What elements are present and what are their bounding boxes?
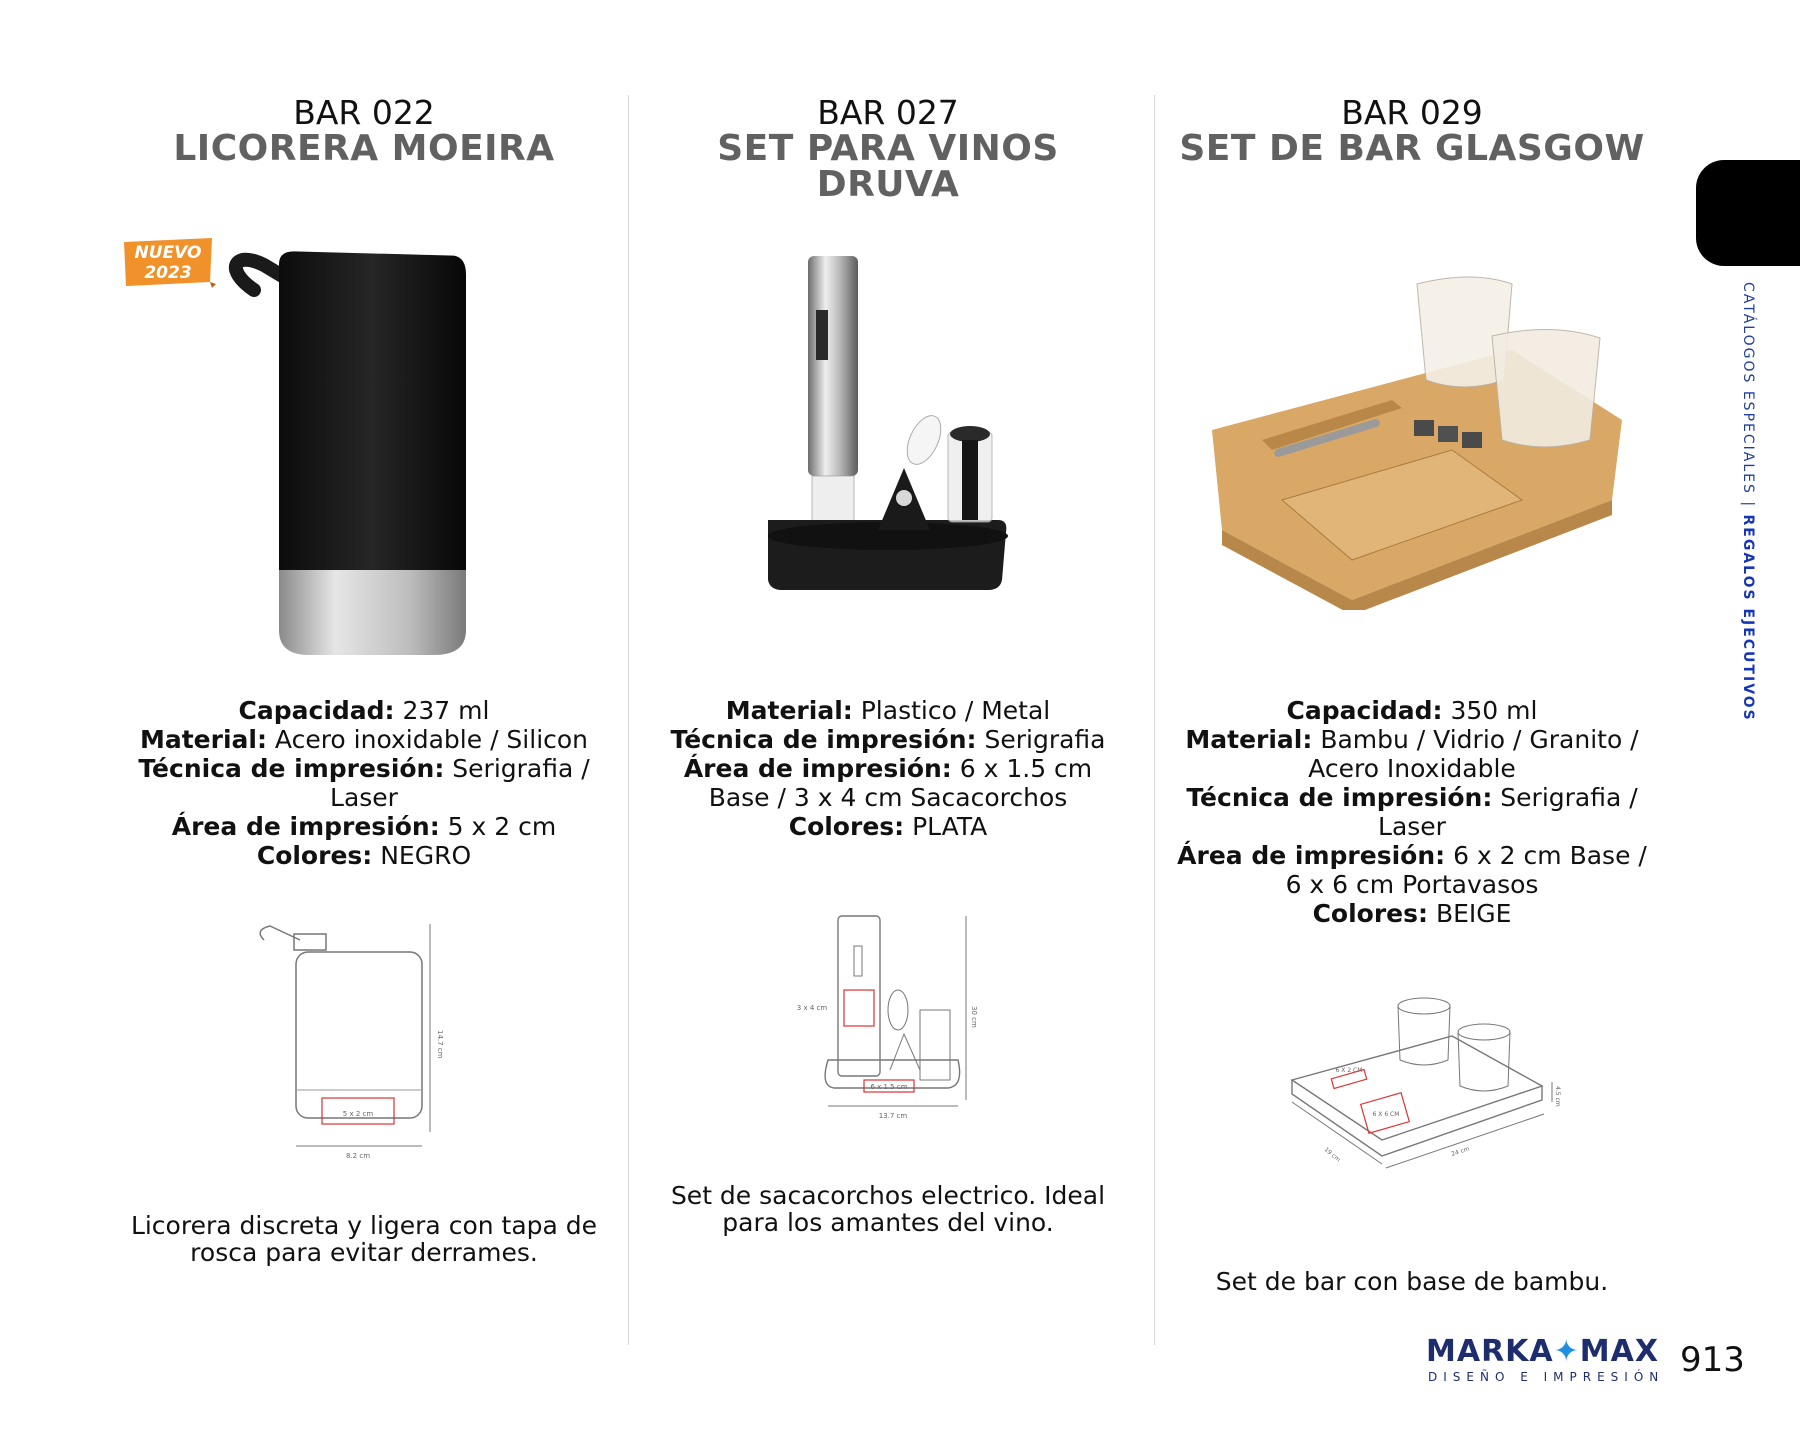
- spec-line: Base / 3 x 4 cm Sacacorchos: [708, 783, 1068, 812]
- product-description: Set de bar con base de bambu.: [1215, 1267, 1609, 1296]
- badge-line-2: 2023: [144, 263, 192, 283]
- logo-tagline: DISEÑO E IMPRESIÓN: [1428, 1370, 1665, 1384]
- product-title: LICORERA MOEIRA: [173, 128, 555, 169]
- wine-set-photo: [628, 250, 1148, 650]
- drawing-print-base: 6 x 1.5 cm: [870, 1083, 908, 1091]
- spec-line: Área de impresión: 6 x 2 cm Base /: [1177, 841, 1647, 870]
- badge-line-1: NUEVO: [134, 243, 202, 263]
- spec-line: Material: Bambu / Vidrio / Granito /: [1185, 725, 1639, 754]
- product-description: Licorera discreta y ligera con tapa de rosca para evitar derrames.: [130, 1211, 598, 1267]
- drawing-width: 8.2 cm: [345, 1152, 371, 1160]
- spec-line: Área de impresión: 6 x 1.5 cm: [683, 754, 1093, 783]
- spec-line: Colores: BEIGE: [1312, 899, 1512, 928]
- markamax-logo: MARKA✦MAX: [1426, 1334, 1659, 1369]
- product-title: SET DE BAR GLASGOW: [1179, 128, 1645, 169]
- flask-technical-drawing: [104, 920, 624, 1160]
- spec-line: Técnica de impresión: Serigrafia: [670, 725, 1106, 754]
- product-specs: [1152, 696, 1672, 928]
- drawing-height: 30 cm: [970, 1006, 978, 1028]
- spec-line: Acero Inoxidable: [1308, 754, 1516, 783]
- spec-line: 6 x 6 cm Portavasos: [1285, 870, 1539, 899]
- spec-line: Material: Plastico / Metal: [725, 696, 1051, 725]
- drawing-print-base: 6 X 6 CM: [1372, 1111, 1400, 1118]
- logo-star-icon: ✦: [1553, 1334, 1580, 1369]
- product-specs: [104, 696, 624, 870]
- drawing-print-area: 5 x 2 cm: [342, 1110, 374, 1118]
- drawing-height: 4.5 cm: [1554, 1086, 1561, 1107]
- section-tab: [1696, 160, 1800, 266]
- spec-line: Capacidad: 237 ml: [238, 696, 490, 725]
- wine-set-technical-drawing: [628, 910, 1148, 1130]
- drawing-print-top: 6 X 2 CM: [1335, 1067, 1363, 1074]
- catalog-section-label: CATÁLOGOS ESPECIALES | REGALOS EJECUTIVOS: [1740, 282, 1756, 722]
- drawing-depth: 19 cm: [1322, 1146, 1342, 1164]
- drawing-width: 24 cm: [1450, 1145, 1471, 1158]
- nuevo-2023-badge: [120, 236, 216, 288]
- drawing-height: 14.7 cm: [436, 1030, 444, 1059]
- product-code: BAR 027: [817, 93, 959, 132]
- product-code: BAR 022: [293, 93, 435, 132]
- drawing-width: 13.7 cm: [878, 1112, 908, 1120]
- spec-line: Técnica de impresión: Serigrafia /: [138, 754, 590, 783]
- drawing-print-top: 3 x 4 cm: [796, 1004, 828, 1012]
- spec-line: Colores: NEGRO: [256, 841, 472, 870]
- spec-line: Laser: [330, 783, 398, 812]
- spec-line: Material: Acero inoxidable / Silicon: [139, 725, 589, 754]
- spec-line: Área de impresión: 5 x 2 cm: [171, 812, 557, 841]
- bar-set-photo: [1152, 270, 1672, 610]
- product-title: SET PARA VINOS DRUVA: [717, 128, 1059, 205]
- flask-photo: [104, 240, 624, 660]
- spec-line: Técnica de impresión: Serigrafia /: [1186, 783, 1638, 812]
- page-number: 913: [1680, 1340, 1745, 1380]
- product-specs: [628, 696, 1148, 841]
- bar-set-technical-drawing: [1152, 990, 1672, 1210]
- spec-line: Laser: [1378, 812, 1446, 841]
- spec-line: Colores: PLATA: [788, 812, 988, 841]
- spec-line: Capacidad: 350 ml: [1286, 696, 1538, 725]
- product-code: BAR 029: [1341, 93, 1483, 132]
- product-description: Set de sacacorchos electrico. Ideal para los amantes del vino.: [670, 1181, 1106, 1237]
